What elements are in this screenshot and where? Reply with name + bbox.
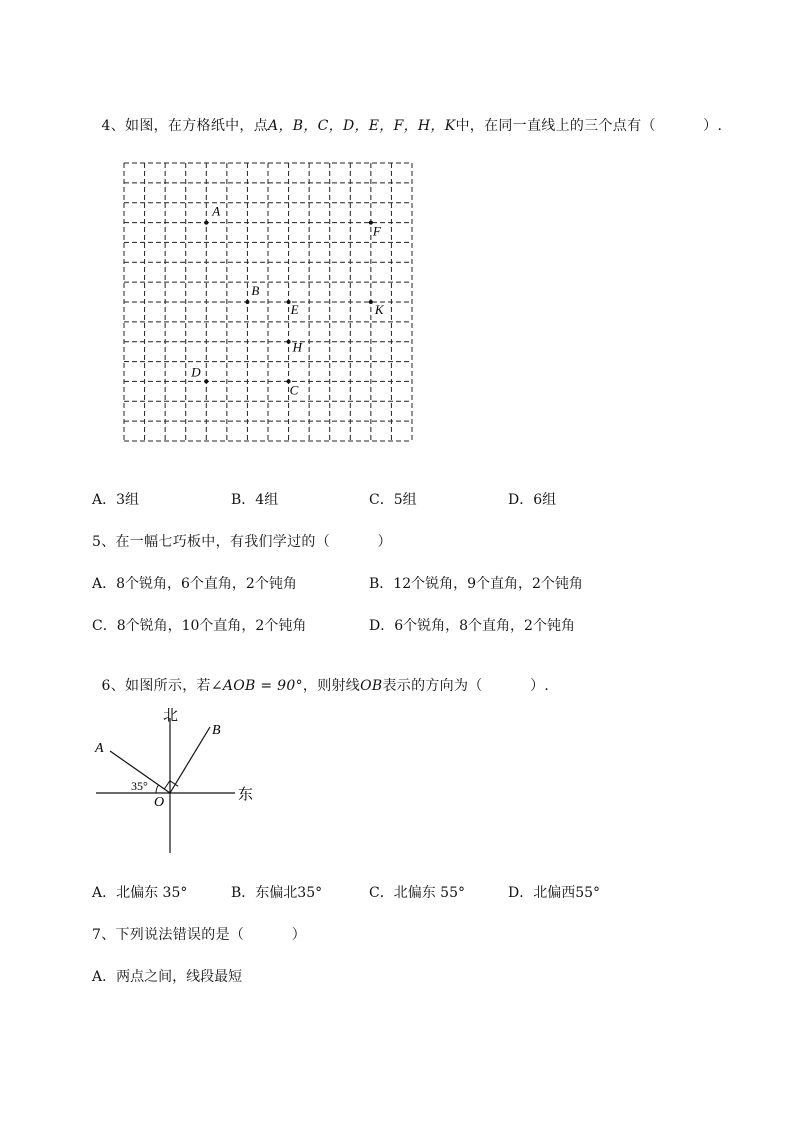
- q6-stem-middle: ，则射线: [302, 678, 361, 694]
- east-label: 东: [238, 787, 254, 803]
- q4-option-a[interactable]: A．3组: [92, 492, 140, 508]
- q6-option-a[interactable]: A．北偏东 35°: [92, 885, 188, 901]
- q4-option-d[interactable]: D．6组: [508, 492, 557, 508]
- q5-option-d[interactable]: D．6个锐角，8个直角，2个钝角: [369, 618, 575, 634]
- question-6-stem: [92, 659, 549, 695]
- q4-stem-before: 4、如图，在方格纸中，点: [101, 118, 269, 134]
- grid-point-label-a: A: [212, 203, 221, 219]
- ray-ob: [170, 727, 210, 793]
- grid-point-label-k: K: [374, 302, 384, 317]
- grid-point-d: [204, 379, 208, 383]
- grid-point-label-e: E: [290, 302, 299, 317]
- q4-grid-figure: [124, 163, 412, 441]
- q5-option-c[interactable]: C．8个锐角，10个直角，2个钝角: [92, 618, 307, 634]
- question-4-stem: [92, 99, 722, 135]
- grid-point-b: [245, 300, 249, 304]
- grid-point-label-c: C: [289, 382, 299, 398]
- q6-stem-after: 表示的方向为（ ）.: [382, 678, 550, 694]
- question-5-stem: 5、在一幅七巧板中，有我们学过的（ ）: [92, 534, 392, 550]
- grid-point-a: [204, 221, 208, 225]
- q6-stem-before: 6、如图所示，若: [101, 678, 211, 694]
- grid-point-label-d: D: [191, 364, 201, 380]
- grid-points: [190, 204, 385, 398]
- point-b-label: B: [212, 723, 221, 738]
- q7-option-a[interactable]: A．两点之间，线段最短: [92, 969, 243, 985]
- grid-point-k: [369, 300, 373, 304]
- angle-label: 35°: [131, 779, 148, 793]
- north-label: 北: [163, 708, 179, 724]
- point-o-label: O: [154, 795, 165, 810]
- q6-condition: ∠AOB = 90°: [210, 678, 303, 694]
- grid-point-label-h: H: [292, 339, 302, 355]
- q4-points-inline: A，B，C，D，E，F，H，K: [268, 118, 456, 134]
- q4-option-b[interactable]: B．4组: [231, 492, 279, 508]
- point-a-label: A: [95, 741, 104, 756]
- grid-point-label-b: B: [251, 283, 260, 298]
- q6-option-c[interactable]: C．北偏东 55°: [369, 885, 465, 901]
- q5-option-b[interactable]: B．12个锐角，9个直角，2个钝角: [369, 576, 583, 592]
- q4-stem-after: 中，在同一直线上的三个点有（ ）.: [455, 118, 723, 134]
- q6-option-b[interactable]: B．东偏北35°: [231, 885, 323, 901]
- q6-ray: OB: [360, 678, 383, 694]
- q6-compass-figure: [90, 700, 270, 860]
- q6-option-d[interactable]: D．北偏西55°: [508, 885, 601, 901]
- q5-option-a[interactable]: A．8个锐角，6个直角，2个钝角: [92, 576, 297, 592]
- grid-lines: [124, 163, 412, 441]
- q4-option-c[interactable]: C．5组: [369, 492, 417, 508]
- angle-arc: [156, 785, 159, 793]
- question-7-stem: 7、下列说法错误的是（ ）: [92, 927, 307, 943]
- grid-point-label-f: F: [372, 223, 381, 239]
- grid-point-h: [287, 340, 291, 344]
